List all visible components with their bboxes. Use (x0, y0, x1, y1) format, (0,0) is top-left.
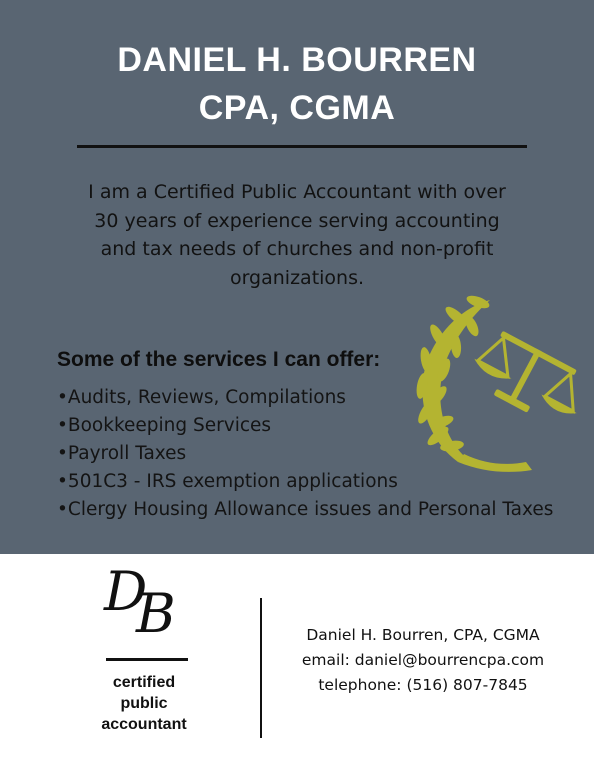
logo-letter-d: D (104, 560, 148, 623)
list-item: • Clergy Housing Allowance issues and Personal Taxes (57, 496, 553, 524)
vertical-divider (260, 598, 262, 738)
intro-line: organizations. (229, 266, 365, 289)
logo-divider (106, 658, 188, 661)
title-divider (77, 145, 527, 148)
tagline-line: certified (112, 674, 176, 691)
services-heading: Some of the services I can offer: (57, 348, 381, 371)
title-credentials-line: CPA, CGMA (198, 89, 396, 127)
intro-paragraph (40, 178, 554, 292)
logo-letter-b: B (136, 582, 176, 645)
list-item: • Payroll Taxes (57, 440, 553, 468)
contact-phone[interactable]: telephone: (516) 807-7845 (318, 676, 528, 694)
intro-line: and tax needs of churches and non-profit (100, 238, 494, 260)
list-item: • Audits, Reviews, Compilations (57, 384, 553, 412)
tagline-line: public (120, 695, 168, 712)
contact-email[interactable]: email: daniel@bourrencpa.com (301, 651, 545, 669)
list-item: • Bookkeeping Services (57, 412, 553, 440)
title-name-line: DANIEL H. BOURREN (117, 41, 477, 79)
contact-name: Daniel H. Bourren, CPA, CGMA (306, 626, 540, 644)
services-list (57, 384, 553, 524)
db-monogram-logo (102, 560, 192, 650)
list-item: • 501C3 - IRS exemption applications (57, 468, 553, 496)
intro-line: 30 years of experience serving accounting (94, 209, 500, 232)
contact-block (278, 623, 568, 698)
intro-line: I am a Certified Public Accountant with over (88, 181, 506, 203)
tagline-line: accountant (101, 716, 187, 733)
logo-tagline (84, 672, 204, 735)
page-title (0, 36, 594, 132)
